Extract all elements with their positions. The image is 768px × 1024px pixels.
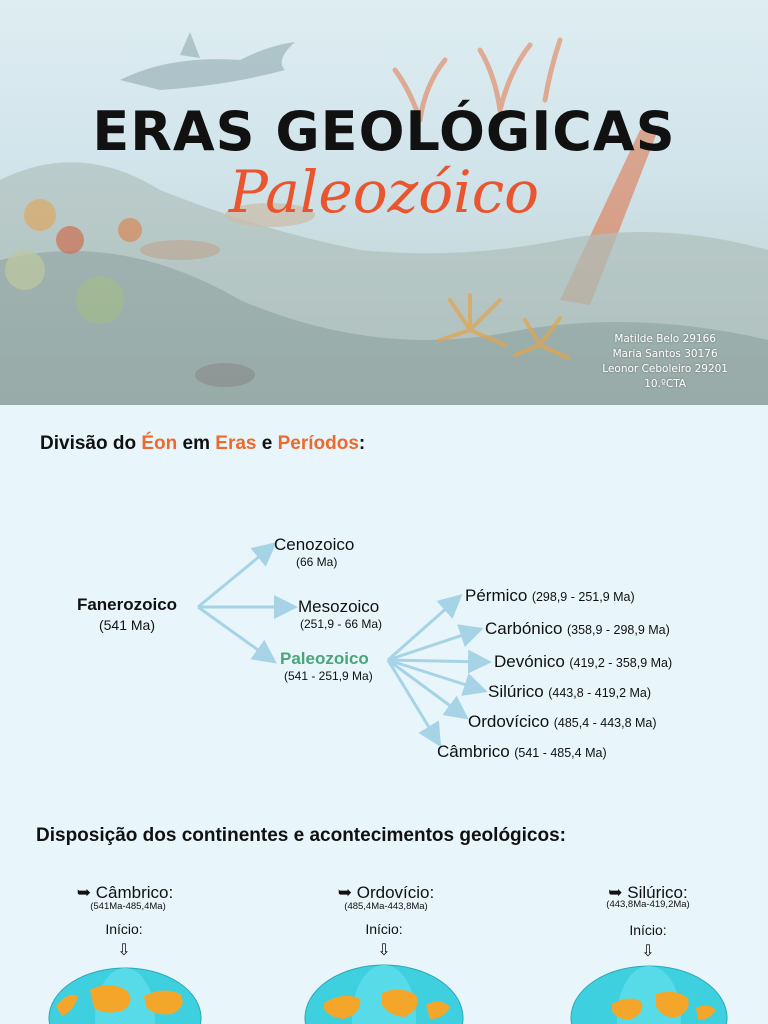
arrow-bullet-icon: ➥	[608, 883, 623, 902]
down-arrow-icon: ⇩	[641, 943, 655, 960]
eon-date: (541 Ma)	[98, 617, 156, 633]
period-name: Ordovícico	[468, 712, 550, 731]
start-label: Início:	[629, 922, 667, 938]
era-node-paleozoico	[280, 649, 373, 683]
period-carbonico	[485, 619, 670, 639]
continent-period-name: Silúrico:	[627, 883, 688, 902]
page-title: ERAS GEOLÓGICAS	[92, 100, 676, 163]
period-permico	[465, 586, 635, 606]
period-ordovicico	[468, 712, 657, 732]
era-date: (66 Ma)	[296, 555, 338, 569]
ordovician-world-map	[304, 963, 464, 1024]
era-date: (541 - 251,9 Ma)	[284, 669, 373, 683]
continent-period-dates: (541Ma-485,4Ma)	[90, 901, 166, 912]
period-date: (541 - 485,4 Ma)	[514, 746, 607, 760]
page-subtitle: Paleozóico	[228, 158, 540, 226]
period-cambrico	[437, 742, 607, 762]
period-name: Devónico	[494, 652, 565, 671]
arrow-bullet-icon: ➥	[337, 883, 353, 902]
continent-period-dates: (443,8Ma-419,2Ma)	[606, 899, 690, 910]
eon-node	[62, 595, 192, 633]
period-date: (443,8 - 419,2 Ma)	[548, 686, 652, 700]
arrow-to-permico	[388, 598, 458, 660]
heading-highlight-eras: Eras	[215, 433, 257, 454]
continent-period-title	[55, 883, 195, 903]
arrow-bullet-icon: ➥	[76, 883, 92, 902]
period-name: Pérmico	[465, 586, 528, 605]
period-date: (358,9 - 298,9 Ma)	[566, 623, 670, 637]
period-devonico	[494, 652, 672, 672]
start-label: Início:	[105, 921, 143, 937]
period-silurico	[488, 682, 651, 702]
heading-text: e	[256, 433, 278, 454]
start-label: Início:	[365, 921, 403, 937]
heading-text: Divisão do	[40, 433, 142, 454]
class-label: 10.ºCTA	[644, 378, 687, 390]
era-name: Cenozoico	[274, 535, 355, 554]
section-heading-continents: Disposição dos continentes e acontecimentos geológicos:	[36, 825, 566, 846]
period-date: (485,4 - 443,8 Ma)	[553, 716, 657, 730]
period-name: Carbónico	[485, 619, 563, 638]
continent-period-name: Ordovício:	[356, 883, 435, 902]
era-name: Mesozoico	[298, 597, 380, 616]
arrow-to-carbonico	[388, 630, 478, 660]
heading-text: em	[177, 433, 216, 454]
author-1: Matilde Belo 29166	[614, 333, 716, 345]
down-arrow-icon: ⇩	[117, 942, 131, 959]
eon-name: Fanerozoico	[76, 595, 178, 614]
continent-period-title	[316, 883, 456, 903]
heading-highlight-periods: Períodos	[277, 433, 359, 454]
heading-highlight-eon: Éon	[141, 433, 178, 454]
arrow-to-cenozoico	[198, 546, 272, 607]
arrow-to-ordovicico	[388, 660, 464, 716]
continent-period-name: Câmbrico:	[95, 883, 174, 902]
period-date: (298,9 - 251,9 Ma)	[531, 590, 635, 604]
period-name: Câmbrico	[437, 742, 510, 761]
cambrian-world-map	[48, 966, 202, 1024]
heading-text: :	[358, 433, 366, 454]
arrow-to-devonico	[388, 660, 486, 662]
era-node-mesozoico	[298, 597, 382, 631]
period-date: (419,2 - 358,9 Ma)	[569, 656, 673, 670]
era-date: (251,9 - 66 Ma)	[300, 617, 383, 631]
continent-period-dates: (485,4Ma-443,8Ma)	[344, 901, 428, 912]
author-3: Leonor Ceboleiro 29201	[602, 363, 728, 375]
arrow-to-paleozoico	[198, 607, 272, 660]
author-2: Maria Santos 30176	[612, 348, 718, 360]
era-name: Paleozoico	[280, 649, 369, 668]
down-arrow-icon: ⇩	[377, 942, 391, 959]
period-name: Silúrico	[488, 682, 544, 701]
era-node-cenozoico	[274, 535, 354, 569]
silurian-world-map	[570, 964, 728, 1024]
